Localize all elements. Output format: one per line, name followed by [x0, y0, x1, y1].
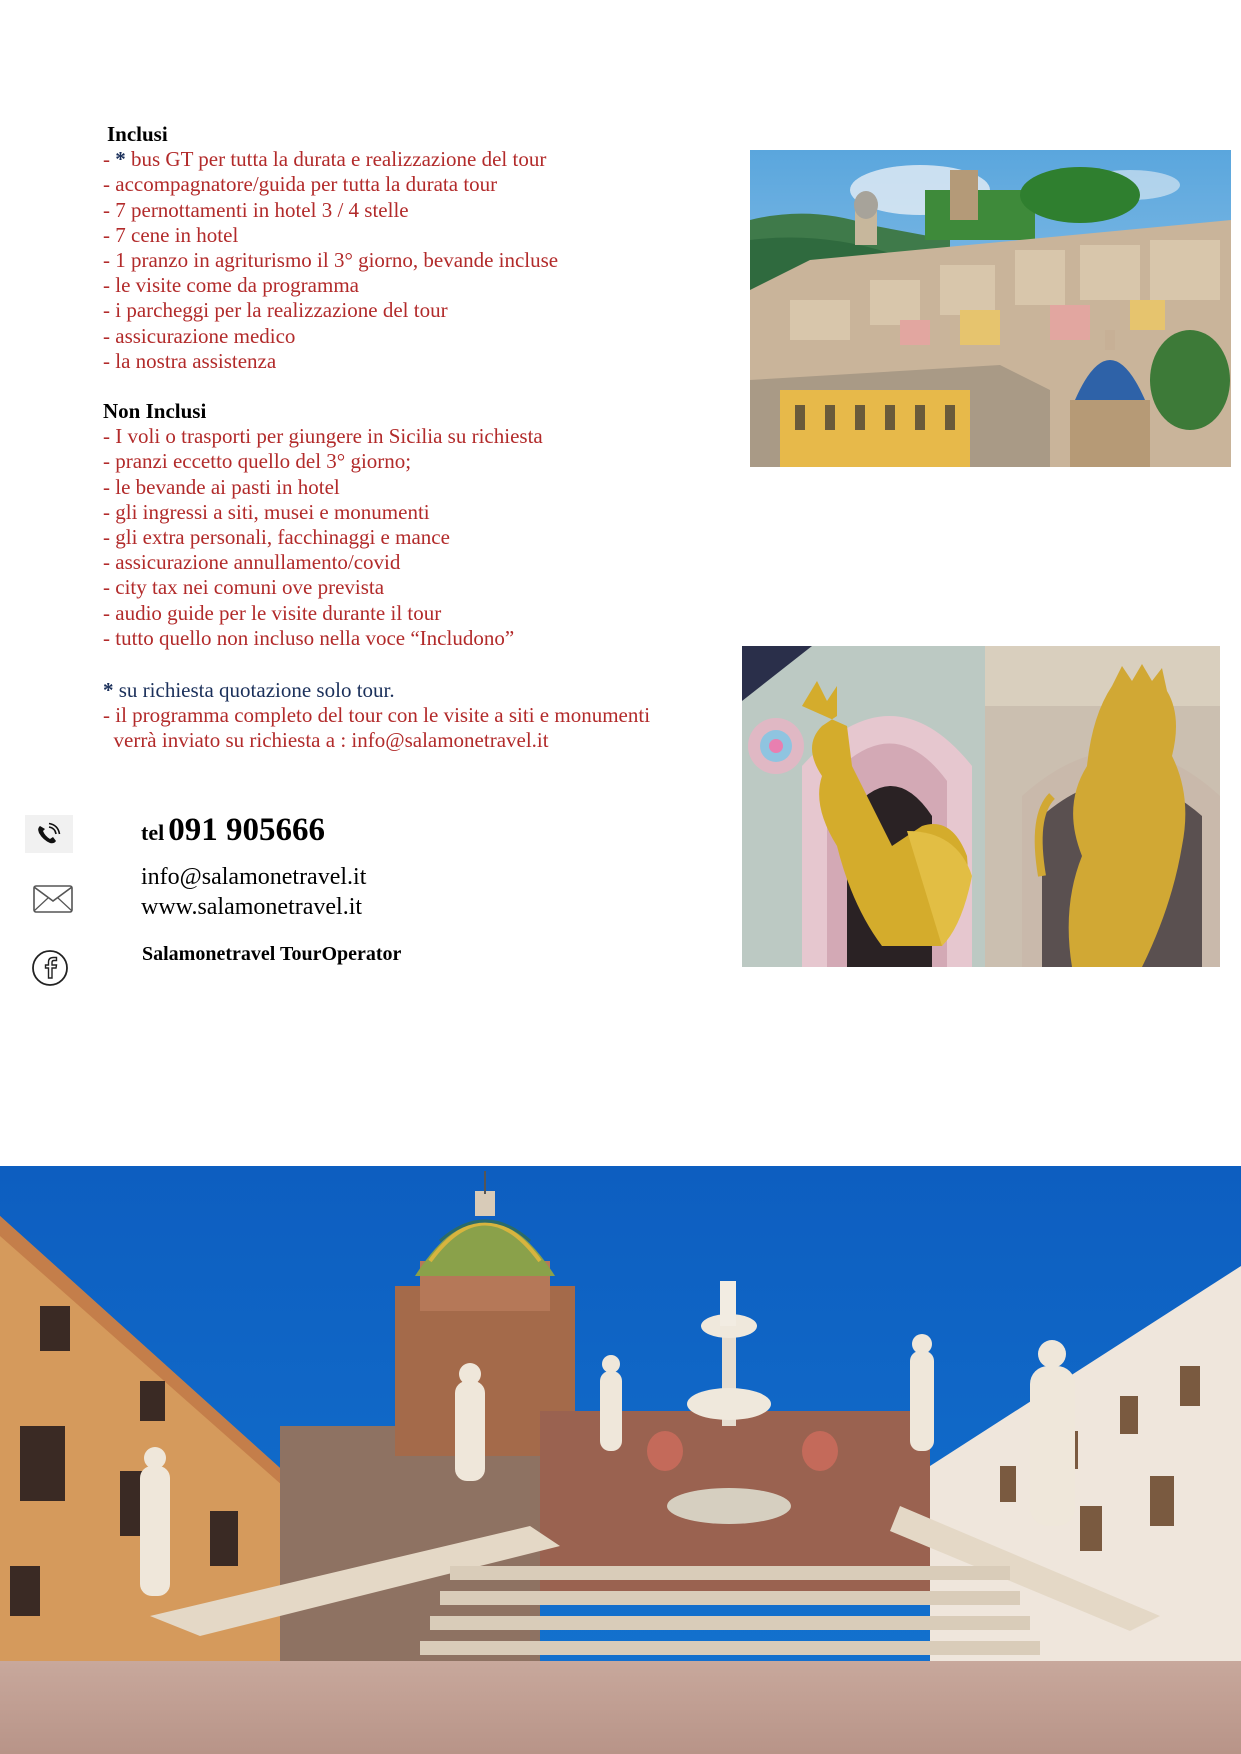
item-text: bus GT per tutta la durata e realizzazione del tour	[125, 147, 547, 172]
envelope-glyph	[33, 885, 73, 913]
quote-note	[103, 678, 650, 703]
notes-section	[103, 678, 650, 754]
golden-statues-illustration	[742, 646, 1220, 967]
phone-glyph	[35, 822, 63, 846]
not-included-item: - tutto quello non incluso nella voce “Includono”	[103, 625, 515, 650]
piazza-pretoria-photo	[0, 1166, 1241, 1754]
not-included-item: - gli extra personali, facchinaggi e mance	[103, 525, 450, 550]
not-included-item: - gli ingressi a siti, musei e monumenti	[103, 499, 430, 524]
ragusa-town-photo	[750, 150, 1231, 467]
quote-note-text: su richiesta quotazione solo tour.	[113, 678, 395, 702]
not-included-item: - city tax nei comuni ove prevista	[103, 575, 385, 600]
not-included-item: - I voli o trasporti per giungere in Sicilia su richiesta	[103, 424, 543, 449]
phone-number[interactable]	[141, 812, 325, 849]
included-item: - le visite come da programma	[103, 273, 359, 298]
included-item: - 7 pernottamenti in hotel 3 / 4 stelle	[103, 197, 409, 222]
tel-label: tel	[141, 820, 165, 845]
facebook-glyph	[31, 949, 69, 987]
included-heading: Inclusi	[107, 122, 168, 146]
program-note-line2: verrà inviato su richiesta a : info@salamonetravel.it	[103, 728, 549, 753]
website-link[interactable]: www.salamonetravel.it	[141, 894, 363, 920]
not-included-heading: Non Inclusi	[103, 399, 207, 423]
not-included-item: - le bevande ai pasti in hotel	[103, 474, 340, 499]
included-item: - i parcheggi per la realizzazione del tour	[103, 298, 448, 323]
included-item: - accompagnatore/guida per tutta la durata tour	[103, 172, 498, 197]
not-included-item: - pranzi eccetto quello del 3° giorno;	[103, 449, 412, 474]
phone-icon[interactable]	[25, 815, 73, 853]
facebook-page-name[interactable]: Salamonetravel TourOperator	[142, 943, 402, 965]
facebook-icon[interactable]	[31, 949, 69, 987]
included-item: - la nostra assistenza	[103, 348, 277, 373]
program-note-line1: - il programma completo del tour con le visite a siti e monumenti	[103, 703, 651, 728]
included-item: - 7 cene in hotel	[103, 222, 239, 247]
piazza-pretoria-illustration	[0, 1166, 1241, 1754]
not-included-section	[103, 399, 543, 651]
asterisk-mark: *	[115, 147, 126, 172]
included-item	[103, 147, 558, 172]
included-item: - assicurazione medico	[103, 323, 296, 348]
included-item: - 1 pranzo in agriturismo il 3° giorno, bevande incluse	[103, 248, 559, 273]
not-included-item: - audio guide per le visite durante il tour	[103, 600, 442, 625]
included-section	[103, 122, 558, 374]
email-link[interactable]: info@salamonetravel.it	[141, 864, 367, 890]
golden-statues-photo	[742, 646, 1220, 967]
not-included-item: - assicurazione annullamento/covid	[103, 550, 401, 575]
item-dash: -	[103, 147, 116, 172]
ragusa-town-illustration	[750, 150, 1231, 467]
asterisk-mark: *	[103, 678, 114, 702]
mail-icon[interactable]	[33, 885, 73, 913]
tel-number: 091 905666	[168, 812, 325, 848]
